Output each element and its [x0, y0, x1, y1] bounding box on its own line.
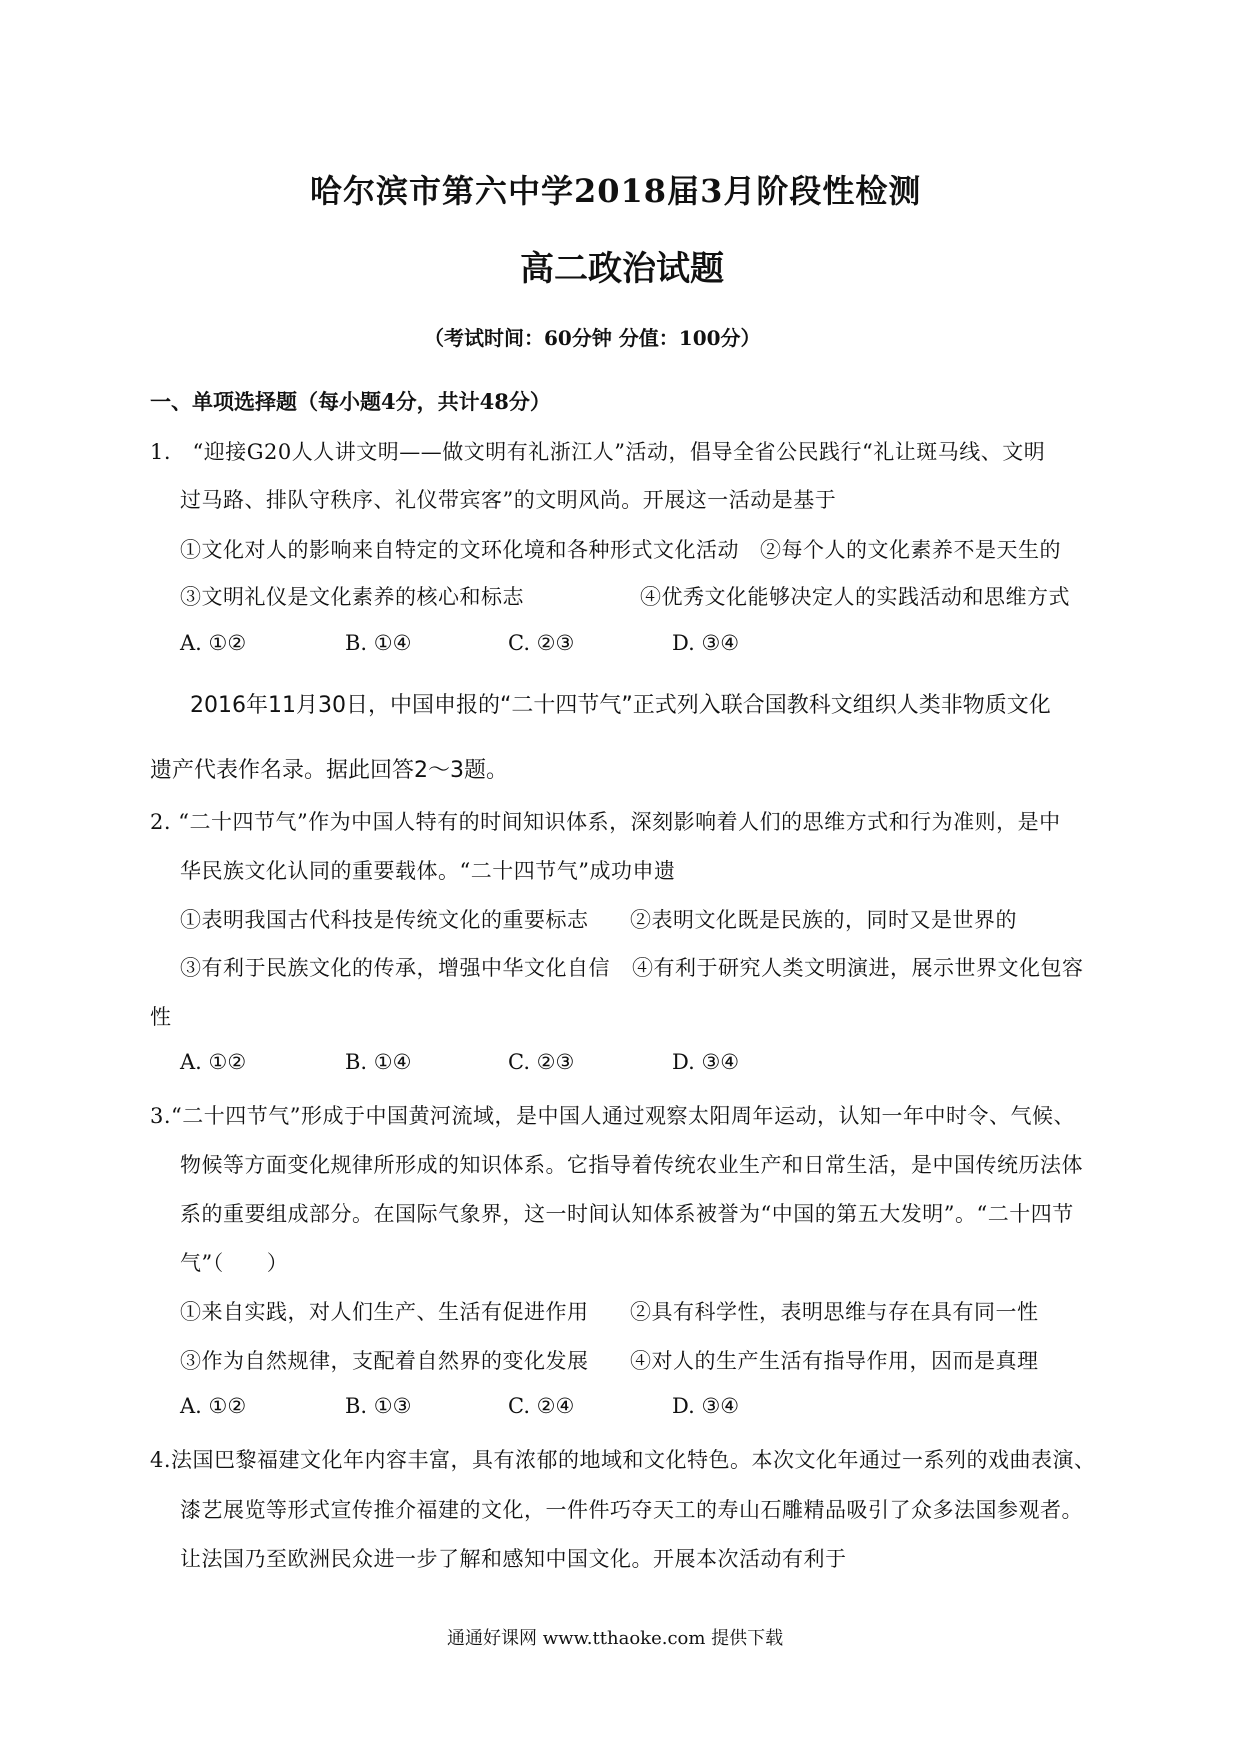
q3-statement-1: ①来自实践，对人们生产、生活有促进作用: [180, 1300, 589, 1324]
q2-statement-4-cont: 性: [150, 1005, 172, 1029]
q3-stem-line3: 系的重要组成部分。在国际气象界，这一时间认知体系被誉为“中国的第五大发明”。“二十四节: [180, 1202, 1074, 1226]
passage-line1: 2016年11月30日，中国申报的“二十四节气”正式列入联合国教科文组织人类非物质文化: [190, 693, 1051, 718]
q4-stem-line2: 漆艺展览等形式宣传推介福建的文化，一件件巧夺天工的寿山石雕精品吸引了众多法国参观者。: [180, 1498, 1083, 1522]
q3-stem-line4: 气”（ ）: [180, 1251, 289, 1275]
q2-option-a: A. ①②: [180, 1050, 247, 1074]
q3-option-b: B. ①③: [345, 1394, 412, 1418]
q3-statement-4: ④对人的生产生活有指导作用，因而是真理: [630, 1349, 1039, 1373]
footer-source: 通通好课网 www.tthaoke.com 提供下载: [447, 1628, 784, 1649]
q3-option-c: C. ②④: [508, 1394, 575, 1418]
q2-stem-line1: 2. “二十四节气”作为中国人特有的时间知识体系，深刻影响着人们的思维方式和行为准则，是中: [150, 810, 1061, 834]
q1-stem-line2: 过马路、排队守秩序、礼仪带宾客”的文明风尚。开展这一活动是基于: [180, 488, 837, 512]
q1-option-c: C. ②③: [508, 631, 575, 655]
q2-option-d: D. ③④: [672, 1050, 740, 1074]
q1-stem-line1: 1. “迎接G20人人讲文明——做文明有礼浙江人”活动，倡导全省公民践行“礼让斑马线、文明: [150, 440, 1046, 464]
q3-stem-line2: 物候等方面变化规律所形成的知识体系。它指导着传统农业生产和日常生活，是中国传统历法体: [180, 1153, 1083, 1177]
q2-statement-3: ③有利于民族文化的传承，增强中华文化自信: [180, 956, 610, 980]
q4-stem-line3: 让法国乃至欧洲民众进一步了解和感知中国文化。开展本次活动有利于: [180, 1547, 847, 1571]
q1-option-d: D. ③④: [672, 631, 740, 655]
q3-statement-3: ③作为自然规律，支配着自然界的变化发展: [180, 1349, 589, 1373]
q1-statement-4: ④优秀文化能够决定人的实践活动和思维方式: [640, 585, 1070, 609]
q1-statement-1: ①文化对人的影响来自特定的文环化境和各种形式文化活动: [180, 538, 739, 562]
q1-statement-2: ②每个人的文化素养不是天生的: [760, 538, 1061, 562]
section-heading: 一、单项选择题（每小题4分，共计48分）: [150, 389, 551, 414]
exam-meta: （考试时间：60分钟 分值：100分）: [424, 326, 761, 350]
q1-statement-3: ③文明礼仪是文化素养的核心和标志: [180, 585, 524, 609]
exam-subtitle: 高二政治试题: [520, 249, 724, 289]
q2-stem-line2: 华民族文化认同的重要载体。“二十四节气”成功申遗: [180, 859, 676, 883]
q2-option-c: C. ②③: [508, 1050, 575, 1074]
passage-line2: 遗产代表作名录。据此回答2～3题。: [150, 758, 508, 783]
q3-option-a: A. ①②: [180, 1394, 247, 1418]
q3-statement-2: ②具有科学性，表明思维与存在具有同一性: [630, 1300, 1039, 1324]
q2-statement-1: ①表明我国古代科技是传统文化的重要标志: [180, 908, 589, 932]
q4-stem-line1: 4.法国巴黎福建文化年内容丰富，具有浓郁的地域和文化特色。本次文化年通过一系列的戏曲表演、: [150, 1448, 1096, 1472]
q1-option-b: B. ①④: [345, 631, 412, 655]
q2-option-b: B. ①④: [345, 1050, 412, 1074]
q1-option-a: A. ①②: [180, 631, 247, 655]
q3-option-d: D. ③④: [672, 1394, 740, 1418]
q2-statement-4: ④有利于研究人类文明演进，展示世界文化包容: [632, 956, 1084, 980]
q2-statement-2: ②表明文化既是民族的，同时又是世界的: [630, 908, 1017, 932]
q3-stem-line1: 3.“二十四节气”形成于中国黄河流域，是中国人通过观察太阳周年运动，认知一年中时令、气候、: [150, 1104, 1076, 1128]
exam-title: 哈尔滨市第六中学2018届3月阶段性检测: [310, 172, 922, 210]
